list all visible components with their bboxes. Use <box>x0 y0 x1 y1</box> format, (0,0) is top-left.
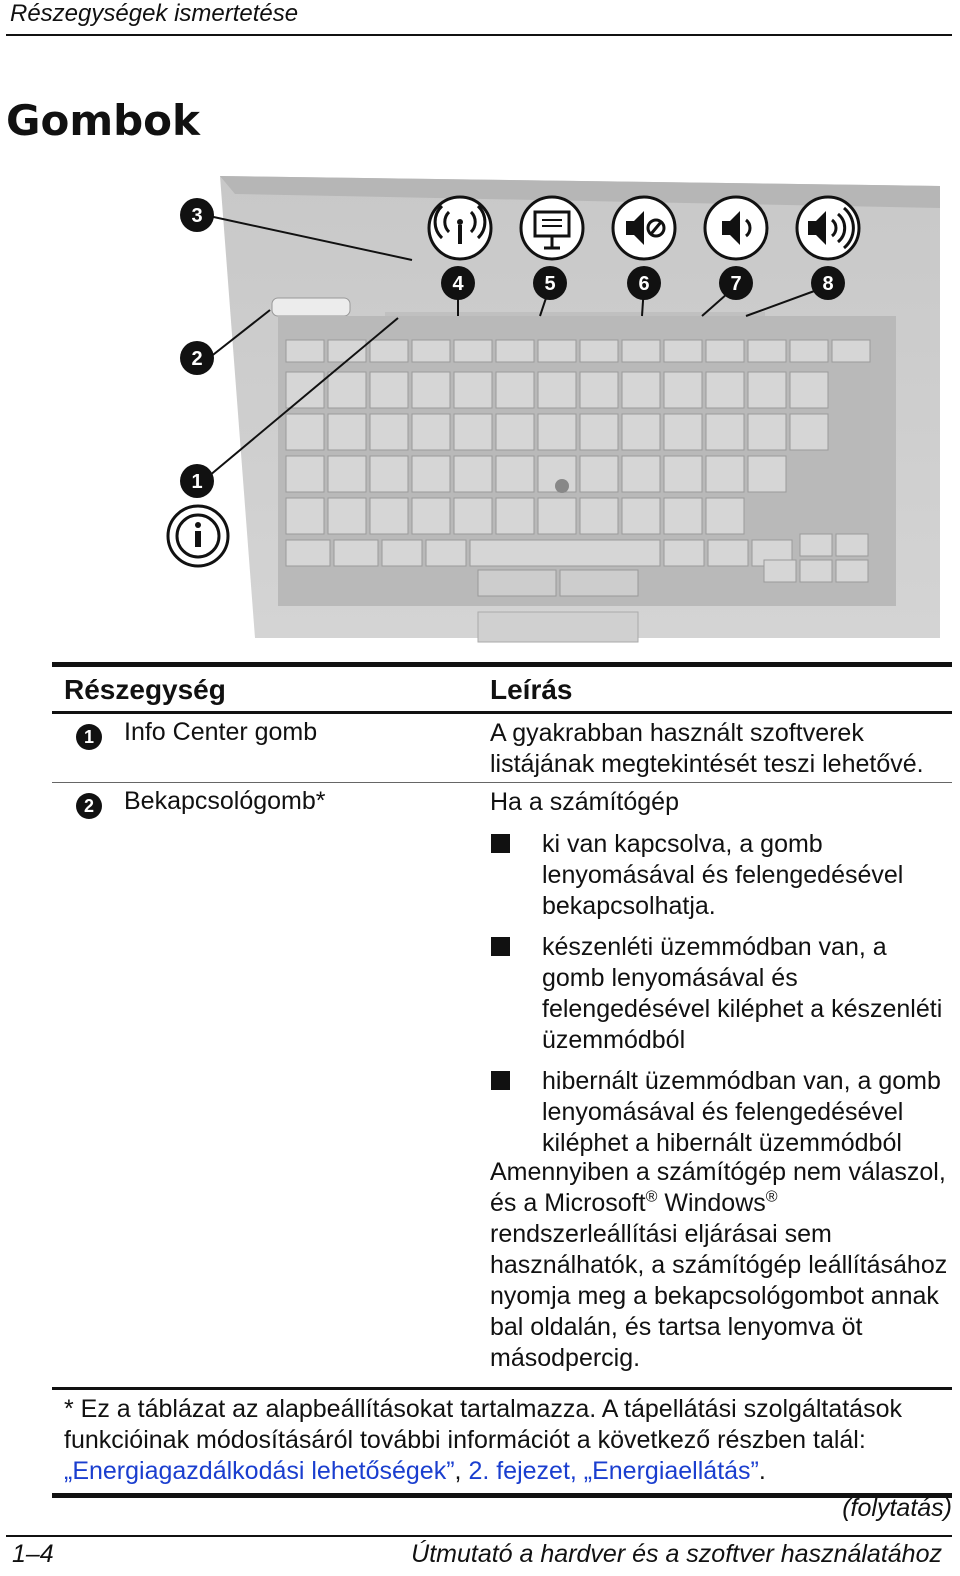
keyboard-key <box>706 340 744 362</box>
keyboard-key <box>496 498 534 534</box>
keyboard-key <box>664 340 702 362</box>
row-number: 1 <box>76 724 102 750</box>
keyboard-key <box>538 414 576 450</box>
svg-text:5: 5 <box>544 273 556 295</box>
keyboard-key <box>496 456 534 492</box>
volume-up-icon <box>797 197 859 259</box>
keyboard-key <box>664 498 702 534</box>
footnote-rule <box>52 1493 952 1498</box>
list-item: ki van kapcsolva, a gomb lenyomásával és felengedésével bekapcsolhatja. <box>490 829 952 922</box>
touchpad <box>478 612 638 642</box>
component-name: Info Center gomb <box>124 718 318 746</box>
column-header-component: Részegység <box>64 674 226 705</box>
footer-rule <box>6 1535 952 1537</box>
keyboard-key <box>370 340 408 362</box>
callout-1 <box>180 464 214 498</box>
keyboard-key <box>454 498 492 534</box>
table-row <box>52 714 952 782</box>
keyboard-key <box>454 414 492 450</box>
keyboard-key <box>708 540 748 566</box>
keyboard-key <box>580 498 618 534</box>
keyboard-key <box>470 540 660 566</box>
keyboard-key <box>538 340 576 362</box>
keyboard-key <box>412 498 450 534</box>
keyboard-key <box>706 456 744 492</box>
column-header-description: Leírás <box>490 674 573 705</box>
keyboard-key <box>412 456 450 492</box>
page-title: Gombok <box>6 96 200 145</box>
component-name: Bekapcsológomb* <box>124 787 326 815</box>
bullet-list <box>490 829 952 1159</box>
arrow-key <box>764 560 796 582</box>
power-button-shape <box>272 298 350 316</box>
running-header: Részegységek ismertetése <box>10 0 299 27</box>
bullet-square-icon <box>491 834 510 853</box>
table-header <box>52 667 952 711</box>
keyboard-key <box>580 372 618 408</box>
keyboard-key <box>580 340 618 362</box>
row-number: 2 <box>76 793 102 819</box>
keyboard-key <box>622 456 660 492</box>
arrow-key <box>800 560 832 582</box>
keyboard-key <box>580 456 618 492</box>
callout-8 <box>811 266 845 300</box>
keyboard-key <box>664 372 702 408</box>
keyboard-key <box>706 498 744 534</box>
svg-text:3: 3 <box>191 205 203 227</box>
keyboard-key <box>328 414 366 450</box>
keyboard-key <box>832 340 870 362</box>
volume-down-icon <box>705 197 767 259</box>
keyboard-key <box>286 414 324 450</box>
table-row <box>52 783 952 1387</box>
keyboard-key <box>370 414 408 450</box>
svg-text:2: 2 <box>191 348 203 370</box>
wireless-icon <box>429 197 491 259</box>
info-center-icon <box>168 506 228 566</box>
svg-text:4: 4 <box>452 273 464 295</box>
keyboard-key <box>454 456 492 492</box>
keyboard-key <box>426 540 466 566</box>
page-number: 1–4 <box>12 1540 54 1568</box>
keyboard-key <box>538 498 576 534</box>
svg-text:8: 8 <box>822 273 834 295</box>
keyboard-key <box>496 372 534 408</box>
keyboard-key <box>328 456 366 492</box>
keyboard-key <box>328 498 366 534</box>
svg-text:1: 1 <box>191 471 203 493</box>
description-intro: Ha a számítógép <box>490 788 679 816</box>
bullet-square-icon <box>491 937 510 956</box>
keyboard-key <box>496 414 534 450</box>
keyboard-key <box>664 414 702 450</box>
component-description: A gyakrabban használt szoftverek listájának megtekintését teszi lehetővé. <box>490 719 924 778</box>
link-chapter-2-power[interactable]: 2. fejezet, „Energiaellátás” <box>468 1457 759 1485</box>
keyboard-key <box>622 372 660 408</box>
keyboard-key <box>790 340 828 362</box>
keyboard-key <box>748 456 786 492</box>
keyboard-key <box>748 372 786 408</box>
keyboard-key <box>412 372 450 408</box>
touchpad-right-button <box>560 570 638 596</box>
callout-6 <box>627 266 661 300</box>
presentation-icon <box>521 197 583 259</box>
keyboard-key <box>382 540 422 566</box>
description-note: Amennyiben a számítógép nem válaszol, és a Microsoft® Windows® rendszerleállítási eljárásai sem használhatók, a számítógép leállításához nyomja meg a bekapcsológombot annak bal oldalán, és tartsa lenyomva öt másodpercig. <box>490 1158 948 1372</box>
touchpad-left-button <box>478 570 556 596</box>
callout-7 <box>719 266 753 300</box>
book-title: Útmutató a hardver és a szoftver használatához <box>411 1540 942 1568</box>
volume-mute-icon <box>613 197 675 259</box>
callout-2 <box>180 341 214 375</box>
keyboard-key <box>664 540 704 566</box>
callout-4 <box>441 266 475 300</box>
header-rule <box>6 34 952 36</box>
keyboard-key <box>286 340 324 362</box>
arrow-key <box>836 560 868 582</box>
keyboard-key <box>496 340 534 362</box>
callout-5 <box>533 266 567 300</box>
keyboard-key <box>328 372 366 408</box>
keyboard-key <box>454 372 492 408</box>
keyboard-key <box>328 340 366 362</box>
keyboard-key <box>538 372 576 408</box>
keyboard-key <box>706 372 744 408</box>
keyboard-key <box>454 340 492 362</box>
keyboard-key <box>286 456 324 492</box>
keyboard-key <box>706 414 744 450</box>
keyboard-key <box>412 340 450 362</box>
keyboard-key <box>748 414 786 450</box>
keyboard-key <box>664 456 702 492</box>
keyboard-key <box>370 498 408 534</box>
arrow-key <box>836 534 868 556</box>
keyboard-key <box>622 340 660 362</box>
svg-text:7: 7 <box>730 273 742 295</box>
svg-text:6: 6 <box>638 273 650 295</box>
keyboard-illustration <box>160 168 940 648</box>
list-item: hibernált üzemmódban van, a gomb lenyomásával és felengedésével kiléphet a hibernált üzemmódból <box>490 1066 952 1159</box>
table-footnote: * Ez a táblázat az alapbeállításokat tartalmazza. A tápellátási szolgáltatások funkcióinak módosításáról további információt a következő részben talál: „Energiagazdálkodási lehetőségek”, 2. fejezet, „Energiaellátás”. <box>64 1395 902 1485</box>
continuation-note: (folytatás) <box>842 1494 952 1522</box>
keyboard-key <box>412 414 450 450</box>
component-description <box>490 787 952 1374</box>
bullet-square-icon <box>491 1071 510 1090</box>
arrow-key <box>800 534 832 556</box>
components-table <box>52 662 952 1498</box>
link-power-management-options[interactable]: „Energiagazdálkodási lehetőségek” <box>64 1457 455 1485</box>
keyboard-key <box>790 414 828 450</box>
keyboard-key <box>370 456 408 492</box>
keyboard-key <box>622 414 660 450</box>
keyboard-key <box>286 498 324 534</box>
keyboard-key <box>286 540 330 566</box>
keyboard-key <box>748 340 786 362</box>
keyboard-key <box>790 372 828 408</box>
list-item: készenléti üzemmódban van, a gomb lenyomásával és felengedésével kiléphet a készenléti üzemmódból <box>490 932 952 1056</box>
keyboard-key <box>370 372 408 408</box>
callout-3 <box>180 198 214 232</box>
keyboard-key <box>622 498 660 534</box>
keyboard-key <box>286 372 324 408</box>
keyboard-key <box>334 540 378 566</box>
keyboard-key <box>580 414 618 450</box>
pointing-stick <box>555 479 569 493</box>
